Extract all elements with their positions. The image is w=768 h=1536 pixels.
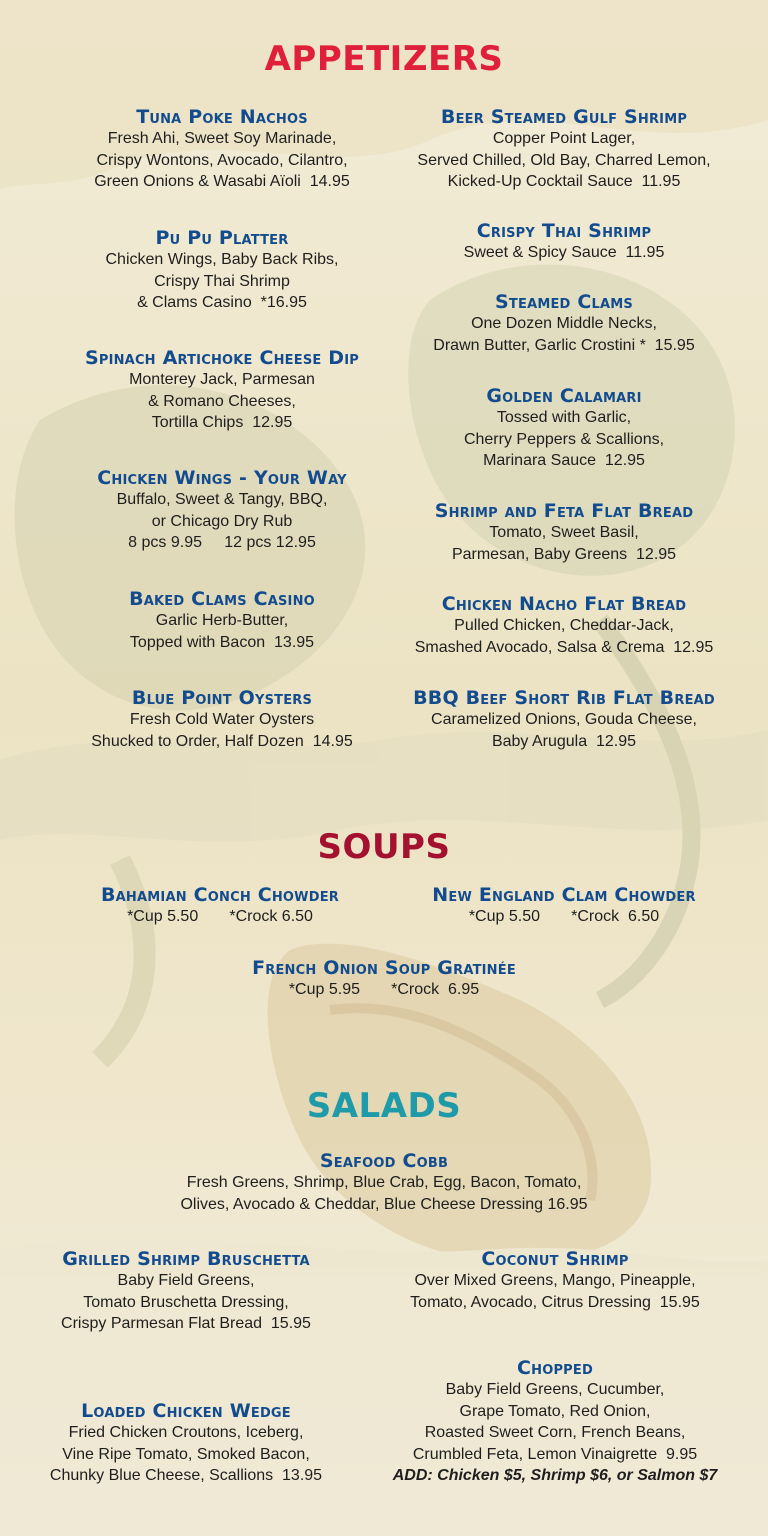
item-description: Garlic Herb-Butter,	[155, 612, 289, 629]
item-name: Chopped	[516, 1357, 593, 1379]
item-description: Fried Chicken Croutons, Iceberg,	[68, 1424, 304, 1441]
menu-item-crispy-thai-shrimp	[380, 220, 748, 264]
add-protein-note: ADD: Chicken $5, Shrimp $6, or Salmon $7	[392, 1467, 718, 1484]
item-description: Fresh Ahi, Sweet Soy Marinade,	[107, 130, 337, 147]
item-description: or Chicago Dry Rub	[151, 512, 293, 530]
item-description: Served Chilled, Old Bay, Charred Lemon,	[417, 151, 711, 169]
menu-item-new-england-clam-chowder	[380, 884, 748, 928]
menu-item-grilled-shrimp-bruschetta	[0, 1248, 372, 1335]
menu-item-beer-steamed-shrimp	[380, 106, 748, 193]
item-description: Crispy Thai Shrimp	[154, 272, 290, 290]
item-price-line: Green Onions & Wasabi Aïoli 14.95	[94, 173, 350, 190]
item-description: Fresh Cold Water Oysters	[129, 711, 315, 728]
item-name: Crispy Thai Shrimp	[476, 220, 652, 242]
menu-item-chopped	[370, 1357, 740, 1487]
menu-item-bbq-short-rib-flat-bread	[380, 687, 748, 752]
item-price-line: Crispy Parmesan Flat Bread 15.95	[61, 1315, 311, 1332]
item-price-line: *Cup 5.50 *Crock 6.50	[468, 908, 660, 925]
item-name: New England Clam Chowder	[432, 884, 696, 906]
menu-item-golden-calamari	[380, 385, 748, 472]
menu-item-spinach-artichoke-dip	[24, 347, 420, 434]
item-description: Copper Point Lager,	[492, 130, 636, 147]
item-price-line: Smashed Avocado, Salsa & Crema 12.95	[414, 638, 714, 656]
item-description: One Dozen Middle Necks,	[471, 315, 657, 332]
item-price-line: Crumbled Feta, Lemon Vinaigrette 9.95	[412, 1445, 698, 1463]
item-name: Chicken Wings - Your Way	[97, 467, 347, 489]
menu-item-french-onion-soup	[184, 957, 584, 1001]
item-description: Baby Field Greens, Cucumber,	[445, 1381, 665, 1398]
item-price-line: Chunky Blue Cheese, Scallions 13.95	[49, 1467, 323, 1484]
item-description: Buffalo, Sweet & Tangy, BBQ,	[116, 491, 328, 508]
item-description: Over Mixed Greens, Mango, Pineapple,	[414, 1272, 696, 1289]
menu-item-loaded-chicken-wedge	[0, 1400, 372, 1487]
menu-item-chicken-wings	[24, 467, 420, 554]
item-description: Baby Field Greens,	[117, 1272, 255, 1289]
item-description: Grape Tomato, Red Onion,	[459, 1402, 651, 1420]
item-name: Seafood Cobb	[319, 1150, 449, 1172]
item-name: Blue Point Oysters	[131, 687, 313, 709]
item-description: Tomato, Sweet Basil,	[489, 524, 639, 541]
menu-item-tuna-poke-nachos	[24, 106, 420, 193]
item-price-line: Topped with Bacon 13.95	[129, 633, 315, 651]
item-description: Chicken Wings, Baby Back Ribs,	[105, 251, 339, 268]
soups-title: SOUPS	[317, 827, 451, 867]
item-name: Loaded Chicken Wedge	[81, 1400, 291, 1422]
item-name: Bahamian Conch Chowder	[100, 884, 340, 906]
item-name: Steamed Clams	[495, 291, 633, 313]
item-name: Spinach Artichoke Cheese Dip	[84, 347, 360, 369]
item-description: Roasted Sweet Corn, French Beans,	[424, 1424, 686, 1441]
item-name: Grilled Shrimp Bruschetta	[62, 1248, 310, 1270]
item-price-line: Tortilla Chips 12.95	[151, 414, 293, 431]
item-description: Pulled Chicken, Cheddar-Jack,	[454, 617, 674, 634]
item-description: Caramelized Onions, Gouda Cheese,	[431, 711, 697, 728]
appetizers-title: APPETIZERS	[264, 39, 504, 79]
item-price-line: Tomato, Avocado, Citrus Dressing 15.95	[410, 1293, 700, 1311]
item-price-line: Olives, Avocado & Cheddar, Blue Cheese Dressing 16.95	[180, 1195, 588, 1213]
item-description: Tomato Bruschetta Dressing,	[83, 1293, 289, 1311]
item-price-line: *Cup 5.50 *Crock 6.50	[127, 908, 313, 925]
item-price-line: Drawn Butter, Garlic Crostini * 15.95	[433, 336, 695, 354]
item-description: Tossed with Garlic,	[496, 409, 632, 426]
item-name: Pu Pu Platter	[155, 227, 289, 249]
item-description: & Romano Cheeses,	[148, 392, 296, 410]
item-description: Fresh Greens, Shrimp, Blue Crab, Egg, Bacon, Tomato,	[186, 1174, 582, 1191]
item-price-line: 8 pcs 9.95 12 pcs 12.95	[128, 534, 316, 551]
item-name: Baked Clams Casino	[129, 588, 315, 610]
item-price-line: *Cup 5.95 *Crock 6.95	[288, 981, 480, 998]
salads-title: SALADS	[306, 1086, 462, 1126]
item-description: Cherry Peppers & Scallions,	[463, 430, 665, 448]
item-price-line: & Clams Casino *16.95	[137, 294, 307, 311]
item-description: Crispy Wontons, Avocado, Cilantro,	[96, 151, 348, 169]
item-name: Golden Calamari	[486, 385, 642, 407]
menu-item-coconut-shrimp	[370, 1248, 740, 1313]
item-description: Monterey Jack, Parmesan	[129, 371, 315, 388]
item-price-line: Kicked-Up Cocktail Sauce 11.95	[447, 173, 681, 190]
menu-item-chicken-nacho-flat-bread	[380, 593, 748, 658]
item-price-line: Shucked to Order, Half Dozen 14.95	[91, 732, 353, 750]
item-name: BBQ Beef Short Rib Flat Bread	[413, 687, 715, 709]
item-name: Chicken Nacho Flat Bread	[441, 593, 687, 615]
item-price-line: Parmesan, Baby Greens 12.95	[451, 545, 677, 563]
menu-item-bahamian-conch-chowder	[20, 884, 420, 928]
menu-item-steamed-clams	[380, 291, 748, 356]
item-name: French Onion Soup Gratinée	[252, 957, 516, 979]
item-price-line: Baby Arugula 12.95	[491, 732, 637, 750]
item-name: Shrimp and Feta Flat Bread	[434, 500, 694, 522]
item-description: Vine Ripe Tomato, Smoked Bacon,	[62, 1445, 310, 1463]
menu-item-shrimp-feta-flat-bread	[380, 500, 748, 565]
item-price-line: Marinara Sauce 12.95	[483, 452, 645, 469]
menu-item-baked-clams-casino	[24, 588, 420, 653]
menu-item-blue-point-oysters	[24, 687, 420, 752]
menu-item-pu-pu-platter	[24, 227, 420, 314]
item-name: Coconut Shrimp	[481, 1248, 629, 1270]
item-name: Tuna Poke Nachos	[136, 106, 308, 128]
item-price-line: Sweet & Spicy Sauce 11.95	[463, 244, 665, 261]
menu-item-seafood-cobb	[0, 1150, 768, 1215]
item-name: Beer Steamed Gulf Shrimp	[440, 106, 688, 128]
